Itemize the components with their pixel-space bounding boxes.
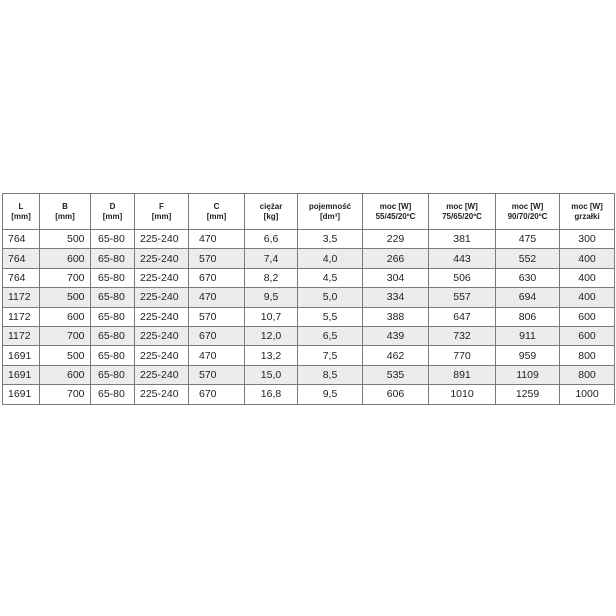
table-row [3, 249, 615, 268]
column-header [3, 194, 40, 230]
table-cell: 13,2 [245, 346, 298, 365]
table-cell: 470 [189, 346, 245, 365]
column-header-unit: [dm³] [320, 211, 340, 221]
table-cell: 600 [560, 326, 615, 345]
table-cell: 10,7 [245, 307, 298, 326]
table-cell: 65-80 [91, 288, 135, 307]
table-header [3, 194, 615, 230]
column-header-unit: 90/70/20ºC [507, 211, 548, 221]
table-cell: 9,5 [245, 288, 298, 307]
table-cell: 670 [189, 268, 245, 287]
table-cell: 7,5 [298, 346, 363, 365]
table-cell: 959 [496, 346, 560, 365]
table-cell: 8,2 [245, 268, 298, 287]
table-cell: 647 [429, 307, 496, 326]
table-cell: 6,6 [245, 230, 298, 249]
column-header-name: moc [W] [571, 201, 603, 211]
table-cell: 4,0 [298, 249, 363, 268]
table-cell: 388 [363, 307, 429, 326]
table-cell: 225-240 [135, 307, 189, 326]
table-row [3, 307, 615, 326]
column-header [40, 194, 91, 230]
header-row [3, 194, 615, 230]
table-cell: 65-80 [91, 346, 135, 365]
table-cell: 500 [40, 230, 91, 249]
table-cell: 500 [40, 288, 91, 307]
table-row [3, 268, 615, 287]
table-cell: 535 [363, 365, 429, 384]
column-header-unit: [mm] [102, 211, 123, 221]
table-cell: 7,4 [245, 249, 298, 268]
table-cell: 600 [40, 307, 91, 326]
table-cell: 443 [429, 249, 496, 268]
table-cell: 1691 [3, 385, 40, 404]
table-cell: 911 [496, 326, 560, 345]
column-header-unit: 55/45/20ºC [375, 211, 416, 221]
table-cell: 700 [40, 326, 91, 345]
table-cell: 1000 [560, 385, 615, 404]
table-cell: 570 [189, 249, 245, 268]
column-header-name: L [18, 201, 24, 211]
table-cell: 500 [40, 346, 91, 365]
table-cell: 9,5 [298, 385, 363, 404]
table-cell: 225-240 [135, 268, 189, 287]
table-cell: 65-80 [91, 326, 135, 345]
table-cell: 300 [560, 230, 615, 249]
table-row [3, 230, 615, 249]
column-header-name: moc [W] [446, 201, 478, 211]
table-cell: 225-240 [135, 288, 189, 307]
table-cell: 6,5 [298, 326, 363, 345]
table-cell: 1010 [429, 385, 496, 404]
column-header [189, 194, 245, 230]
table-cell: 470 [189, 288, 245, 307]
table-cell: 764 [3, 249, 40, 268]
table-cell: 700 [40, 268, 91, 287]
column-header [429, 194, 496, 230]
table-body [3, 230, 615, 405]
column-header-name: F [159, 201, 164, 211]
table-cell: 670 [189, 326, 245, 345]
table-row [3, 326, 615, 345]
table-cell: 600 [40, 365, 91, 384]
table-cell: 334 [363, 288, 429, 307]
table-cell: 1259 [496, 385, 560, 404]
table-cell: 506 [429, 268, 496, 287]
table-cell: 439 [363, 326, 429, 345]
table-cell: 3,5 [298, 230, 363, 249]
table-cell: 5,5 [298, 307, 363, 326]
table-cell: 1109 [496, 365, 560, 384]
column-header-unit: grzałki [574, 211, 600, 221]
table-cell: 570 [189, 307, 245, 326]
table-cell: 1172 [3, 288, 40, 307]
table-cell: 225-240 [135, 326, 189, 345]
table-cell: 557 [429, 288, 496, 307]
column-header-unit: [mm] [151, 211, 172, 221]
table-cell: 764 [3, 230, 40, 249]
column-header [245, 194, 298, 230]
column-header-name: D [109, 201, 116, 211]
column-header [91, 194, 135, 230]
column-header-name: moc [W] [511, 201, 544, 211]
table-cell: 65-80 [91, 385, 135, 404]
table-cell: 65-80 [91, 268, 135, 287]
table-cell: 266 [363, 249, 429, 268]
column-header-name: pojemność [308, 201, 352, 211]
table-cell: 630 [496, 268, 560, 287]
table-cell: 65-80 [91, 365, 135, 384]
column-header-unit: [mm] [55, 211, 75, 221]
table-cell: 225-240 [135, 365, 189, 384]
table-cell: 462 [363, 346, 429, 365]
table-row [3, 288, 615, 307]
table-cell: 1691 [3, 346, 40, 365]
table-row [3, 346, 615, 365]
table-cell: 15,0 [245, 365, 298, 384]
table-cell: 806 [496, 307, 560, 326]
table-cell: 600 [40, 249, 91, 268]
table-cell: 65-80 [91, 307, 135, 326]
column-header-unit: [kg] [263, 211, 279, 221]
column-header [560, 194, 615, 230]
table-cell: 381 [429, 230, 496, 249]
radiator-spec-table [2, 193, 615, 405]
table-cell: 694 [496, 288, 560, 307]
column-header-unit: [mm] [206, 211, 227, 221]
table-cell: 470 [189, 230, 245, 249]
table-cell: 225-240 [135, 346, 189, 365]
table-cell: 1172 [3, 326, 40, 345]
table-cell: 700 [40, 385, 91, 404]
table-cell: 600 [560, 307, 615, 326]
table-cell: 4,5 [298, 268, 363, 287]
column-header-name: moc [W] [379, 201, 412, 211]
table-cell: 1172 [3, 307, 40, 326]
column-header [135, 194, 189, 230]
table-cell: 229 [363, 230, 429, 249]
table-cell: 475 [496, 230, 560, 249]
table-cell: 732 [429, 326, 496, 345]
table-cell: 16,8 [245, 385, 298, 404]
column-header-name: B [62, 201, 68, 211]
column-header-unit: [mm] [11, 211, 31, 221]
table-cell: 400 [560, 268, 615, 287]
table-cell: 225-240 [135, 249, 189, 268]
table-cell: 770 [429, 346, 496, 365]
table-cell: 65-80 [91, 230, 135, 249]
table-cell: 891 [429, 365, 496, 384]
table-cell: 225-240 [135, 230, 189, 249]
table-cell: 5,0 [298, 288, 363, 307]
table-cell: 800 [560, 346, 615, 365]
table-cell: 400 [560, 249, 615, 268]
table-cell: 1691 [3, 365, 40, 384]
table-cell: 606 [363, 385, 429, 404]
table-row [3, 365, 615, 384]
column-header [496, 194, 560, 230]
table-cell: 552 [496, 249, 560, 268]
table-cell: 8,5 [298, 365, 363, 384]
table-cell: 65-80 [91, 249, 135, 268]
table-cell: 304 [363, 268, 429, 287]
column-header-name: ciężar [259, 201, 283, 211]
table-cell: 400 [560, 288, 615, 307]
table-row [3, 385, 615, 404]
column-header-name: C [213, 201, 220, 211]
column-header [298, 194, 363, 230]
column-header-unit: 75/65/20ºC [442, 211, 482, 221]
table-cell: 764 [3, 268, 40, 287]
table-cell: 570 [189, 365, 245, 384]
table-cell: 12,0 [245, 326, 298, 345]
table-cell: 670 [189, 385, 245, 404]
column-header [363, 194, 429, 230]
table-cell: 225-240 [135, 385, 189, 404]
table-cell: 800 [560, 365, 615, 384]
